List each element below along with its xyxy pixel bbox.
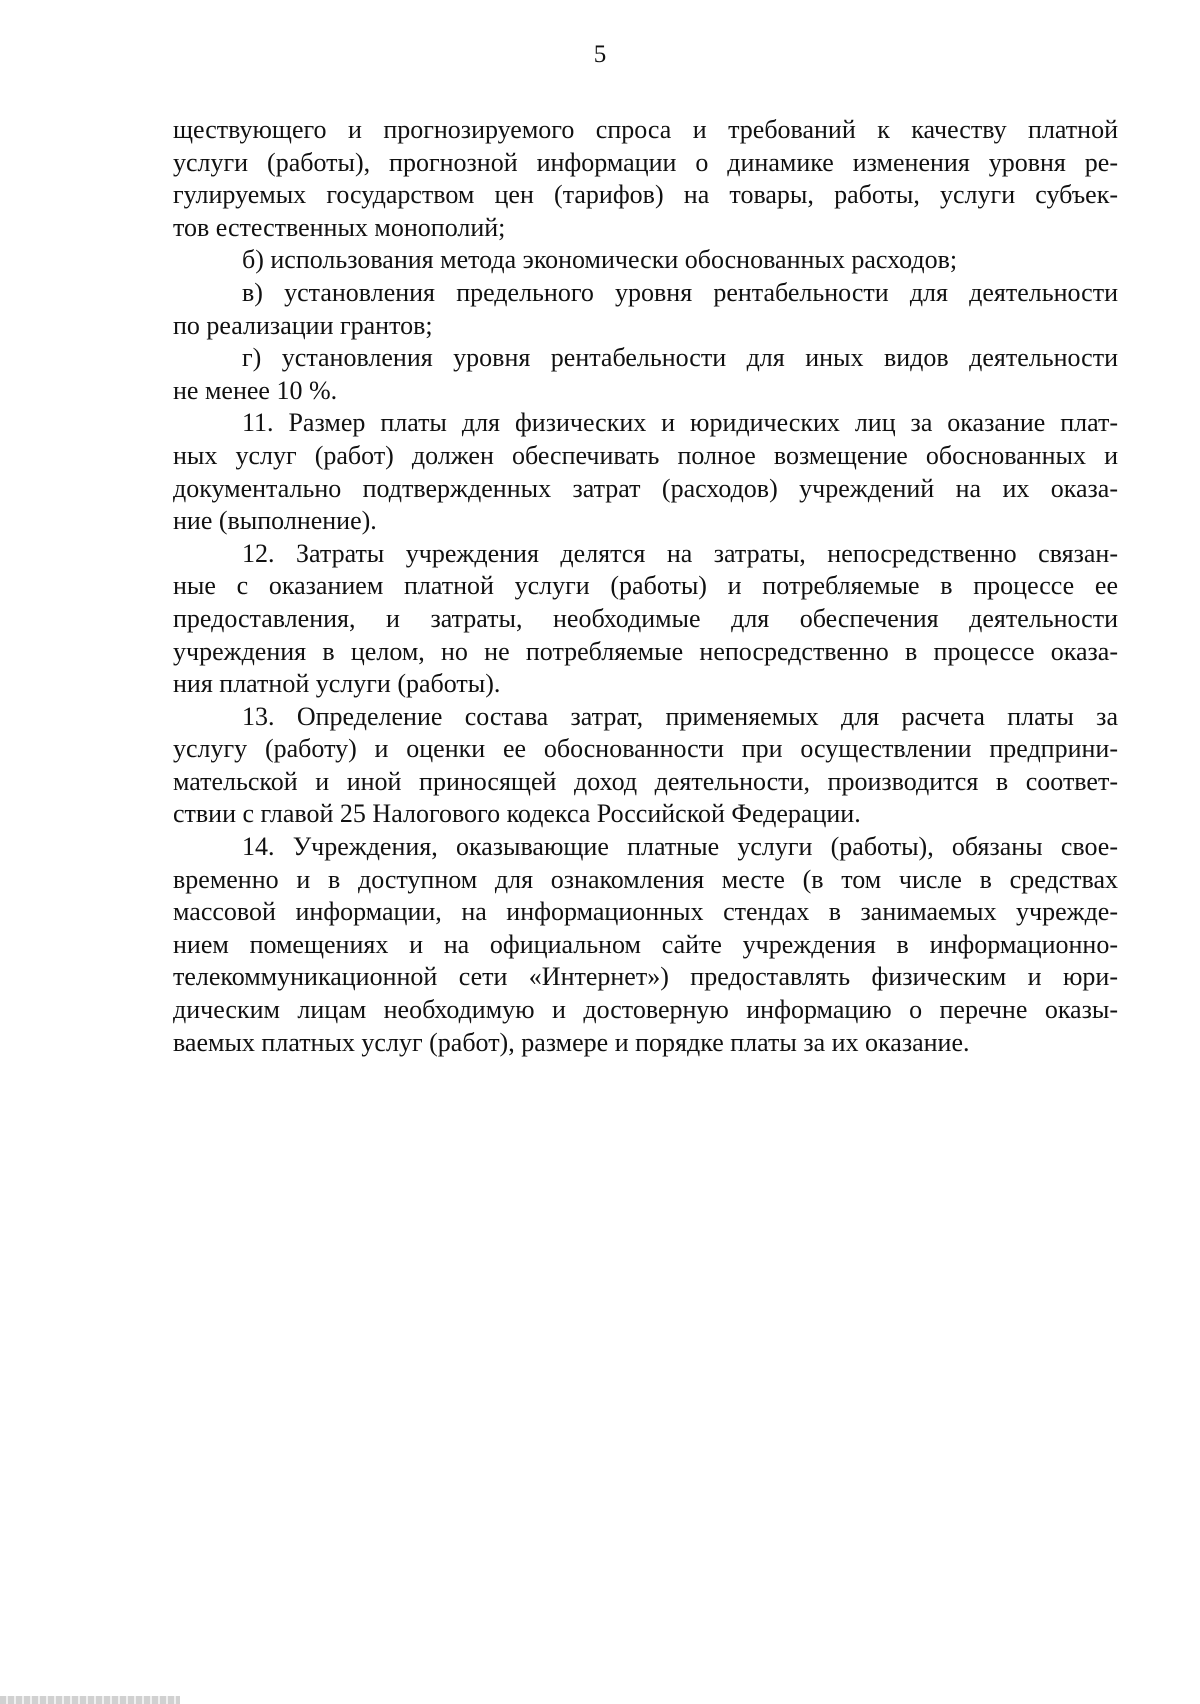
scan-edge-artifact (0, 1696, 180, 1704)
text-line: ществующего и прогнозируемого спроса и требований к качеству платной (173, 115, 1118, 144)
text-line: предоставления, и затраты, необходимые для обеспечения деятельности (173, 603, 1118, 633)
text-line: не менее 10 %. (173, 375, 338, 405)
paragraph-item-g (173, 342, 1118, 407)
text-line: 13. Определение состава затрат, применяемых для расчета платы за (242, 701, 1118, 731)
text-line: нием помещениях и на официальном сайте учреждения в информационно- (173, 929, 1118, 959)
text-line: 11. Размер платы для физических и юридических лиц за оказание плат- (242, 408, 1118, 438)
text-line: ваемых платных услуг (работ), размере и порядке платы за их оказание. (173, 1027, 970, 1057)
text-line: г) установления уровня рентабельности для иных видов деятельности (242, 343, 1118, 373)
text-line: телекоммуникационной сети «Интернет») предоставлять физическим и юри- (173, 962, 1118, 992)
text-line: ние (выполнение). (173, 506, 377, 536)
paragraph-12 (173, 538, 1118, 701)
text-line: дическим лицам необходимую и достоверную информацию о перечне оказы- (173, 995, 1118, 1025)
paragraph-13 (173, 701, 1118, 831)
text-line: учреждения в целом, но не потребляемые непосредственно в процессе оказа- (173, 636, 1118, 666)
text-line: гулируемых государством цен (тарифов) на товары, работы, услуги субъек- (173, 180, 1118, 210)
text-line: массовой информации, на информационных стендах в занимаемых учрежде- (173, 897, 1118, 927)
document-body (173, 114, 1118, 1059)
text-line: 14. Учреждения, оказывающие платные услуги (работы), обязаны свое- (242, 832, 1118, 862)
text-line: тов естественных монополий; (173, 212, 506, 242)
text-line: в) установления предельного уровня рентабельности для деятельности (242, 277, 1118, 307)
paragraph-item-v (173, 277, 1118, 342)
text-line: услугу (работу) и оценки ее обоснованности при осуществлении предприни- (173, 734, 1118, 764)
text-line: ных услуг (работ) должен обеспечивать полное возмещение обоснованных и (173, 440, 1118, 470)
paragraph-14 (173, 831, 1118, 1059)
text-line: ные с оказанием платной услуги (работы) и потребляемые в процессе ее (173, 571, 1118, 601)
text-line: 12. Затраты учреждения делятся на затраты, непосредственно связан- (242, 538, 1118, 568)
text-line: мательской и иной приносящей доход деятельности, производится в соответ- (173, 766, 1118, 796)
text-line: б) использования метода экономически обоснованных расходов; (242, 245, 958, 275)
paragraph-continuation (173, 114, 1118, 244)
text-line: документально подтвержденных затрат (расходов) учреждений на их оказа- (173, 473, 1118, 503)
text-line: ствии с главой 25 Налогового кодекса Российской Федерации. (173, 799, 861, 829)
text-line: по реализации грантов; (173, 310, 433, 340)
text-line: ния платной услуги (работы). (173, 669, 501, 699)
page-number: 5 (593, 41, 607, 68)
text-line: временно и в доступном для ознакомления месте (в том числе в средствах (173, 864, 1118, 894)
text-line: услуги (работы), прогнозной информации о динамике изменения уровня ре- (173, 147, 1118, 177)
paragraph-11 (173, 407, 1118, 537)
paragraph-item-b (173, 244, 1118, 277)
